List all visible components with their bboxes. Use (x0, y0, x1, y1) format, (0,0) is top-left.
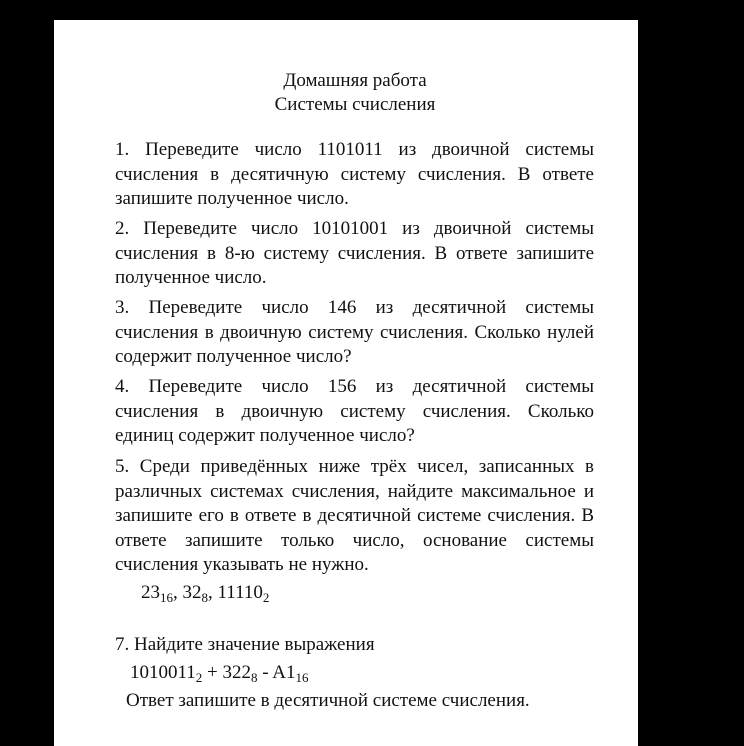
task-2: 2. Переведите число 10101001 из двоичной системы счисления в 8-ю систему счисления. В ответе запишите полученное число. (115, 218, 594, 288)
task-7-answer-note: Ответ запишите в десятичной системе счисления. (126, 690, 530, 711)
task-5: 5. Среди приведённых ниже трёх чисел, записанных в различных системах счисления, найдите максимальное и запишите его в ответе в десятичной системе счисления. В ответе запишите только число, основание системы счисления указывать не нужно. (115, 456, 594, 575)
term-2: $322_8$ - (222, 662, 273, 685)
task-4: 4. Переведите число 156 из десятичной системы счисления в двоичную систему счисления. Сколько единиц содержит полученное число? (115, 376, 594, 446)
task-7-expression (130, 661, 309, 686)
task-7: 7. Найдите значение выражения (115, 634, 375, 655)
term-1: $1010011_2$ + (130, 662, 223, 685)
document-subtitle: Системы счисления (274, 94, 436, 115)
task-3: 3. Переведите число 146 из десятичной системы счисления в двоичную систему счисления. Сколько нулей содержит полученное число? (115, 297, 594, 367)
task-1: 1. Переведите число 1101011 из двоичной системы счисления в десятичную систему счисления. В ответе запишите полученное число. (115, 139, 594, 209)
number-2: $32_8$, (182, 582, 218, 605)
document-page (54, 20, 638, 746)
number-3: $11110_2$ (217, 582, 270, 605)
term-3: $A1_{16}$ (272, 662, 309, 685)
task-5-numbers (141, 581, 269, 606)
number-1: $23_{16}$, (141, 582, 183, 605)
document-title: Домашняя работа (283, 70, 427, 91)
